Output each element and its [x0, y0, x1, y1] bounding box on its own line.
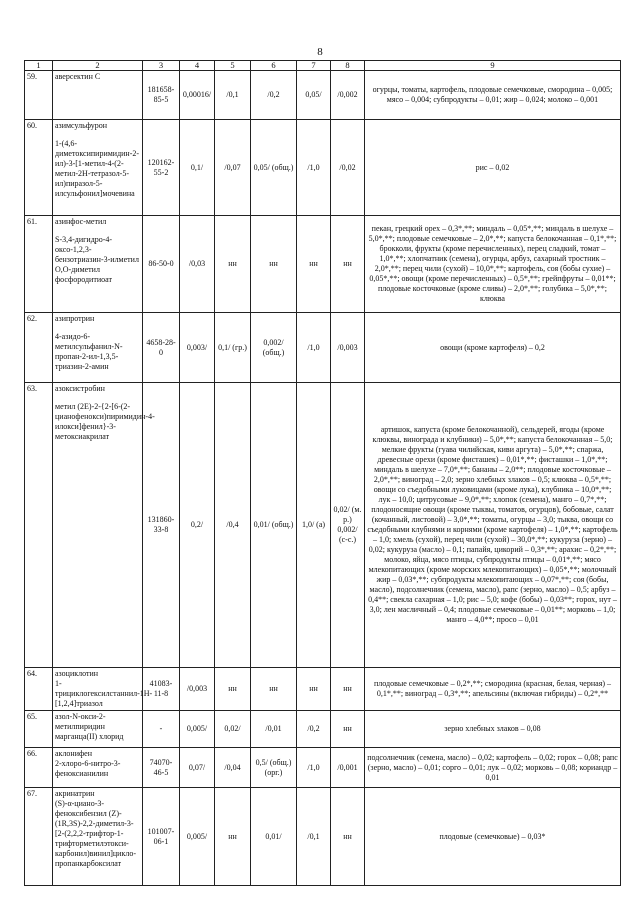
- value-cell: /0,002: [331, 71, 365, 120]
- cas-number: 74070-46-5: [143, 748, 180, 788]
- value-cell: 0,07/: [180, 748, 215, 788]
- value-cell: 0,05/ (общ.): [251, 120, 297, 216]
- substance-name: [53, 71, 143, 120]
- substance-name: [53, 788, 143, 886]
- page-number: 8: [317, 46, 323, 58]
- value-cell: 0,5/ (общ.) (орг.): [251, 748, 297, 788]
- substance-name: [53, 216, 143, 313]
- value-cell: /0,1: [297, 788, 331, 886]
- value-cell: нн: [297, 668, 331, 711]
- cas-number: 131860-33-8: [143, 383, 180, 668]
- substance-name: [53, 383, 155, 668]
- header-cell: 3: [143, 61, 180, 71]
- value-cell: 0,01/ (общ.): [251, 383, 297, 668]
- row-number: 66.: [25, 748, 53, 788]
- mrl-cell: пекан, грецкий орех – 0,3*,**; миндаль – 0,05*,**; миндаль в шелухе – 5,0*,**; плодовые семечковые – 2,0*,**; капуста белокочанная – 0,1*,**; брокколи, фрукты (кроме перечисленных), перец сладкий, томат – 1,0*,**; хлопчатник (семена), огурцы, арбуз, сахарный тростник – 2,0*,**; перец чили (сухой) – 10,0*,**; картофель, соя (бобы сухие) – 0,05*,**; овощи (кроме перечисленных) – 0,5*,**; грейпфруты – 0,01**; плодовые косточковые (кроме сливы) – 2,0*,**; голубика – 5,0*,**; клюква: [365, 216, 621, 313]
- value-cell: нн: [331, 711, 365, 748]
- mrl-cell: зерно хлебных злаков – 0,08: [365, 711, 621, 748]
- value-cell: 0,02/: [215, 711, 251, 748]
- table-row: [25, 216, 621, 313]
- iupac-name: 2-хлоро-6-нитро-3-феноксианилин: [55, 759, 121, 778]
- value-cell: нн: [331, 668, 365, 711]
- row-number: 63.: [25, 383, 53, 668]
- iupac-name: 1-трициклогексилстаннил-1Н-[1,2,4]триазол: [55, 679, 153, 708]
- header-row: [25, 61, 621, 71]
- trade-name: азимсульфурон: [55, 121, 108, 130]
- row-number: 59.: [25, 71, 53, 120]
- iupac-name: 4-азидо-6-метилсульфанил-N-пропан-2-ил-1,3,5-триазин-2-амин: [55, 332, 123, 371]
- table-row: [25, 120, 621, 216]
- value-cell: 0,02/ (м. р.) 0,002/ (с-с.): [331, 383, 365, 668]
- value-cell: /0,1: [215, 71, 251, 120]
- trade-name: азоксистробин: [55, 384, 105, 393]
- table-row: [25, 788, 621, 886]
- table-row: [25, 313, 621, 383]
- table-row: [25, 668, 621, 711]
- cas-number: 101007-06-1: [143, 788, 180, 886]
- value-cell: 0,05/: [297, 71, 331, 120]
- value-cell: нн: [215, 216, 251, 313]
- value-cell: 0,01/: [251, 788, 297, 886]
- substance-name: [53, 668, 153, 711]
- header-cell: 6: [251, 61, 297, 71]
- value-cell: /0,02: [331, 120, 365, 216]
- cas-number: 86-50-0: [143, 216, 180, 313]
- header-cell: 7: [297, 61, 331, 71]
- trade-name: аклонифен: [55, 749, 93, 758]
- value-cell: /1,0: [297, 748, 331, 788]
- value-cell: нн: [215, 668, 251, 711]
- value-cell: 0,003/: [180, 313, 215, 383]
- value-cell: нн: [297, 216, 331, 313]
- value-cell: 0,2/: [180, 383, 215, 668]
- value-cell: 0,005/: [180, 711, 215, 748]
- value-cell: /1,0: [297, 313, 331, 383]
- value-cell: /0,001: [331, 748, 365, 788]
- value-cell: нн: [251, 216, 297, 313]
- value-cell: /0,4: [215, 383, 251, 668]
- value-cell: нн: [331, 216, 365, 313]
- value-cell: нн: [251, 668, 297, 711]
- substance-name: [53, 120, 143, 216]
- value-cell: нн: [331, 788, 365, 886]
- iupac-name: 1-(4,6-диметоксипиримидин-2-ил)-3-[1-метил-4-(2-метил-2Н-тетразол-5-ил)пиразол-5-илсульфонил]мочевина: [55, 139, 140, 198]
- value-cell: /0,07: [215, 120, 251, 216]
- row-number: 65.: [25, 711, 53, 748]
- cas-number: 181658-85-5: [143, 71, 180, 120]
- mrl-cell: овощи (кроме картофеля) – 0,2: [365, 313, 621, 383]
- header-cell: 8: [331, 61, 365, 71]
- cas-number: -: [143, 711, 180, 748]
- cas-number: 120162-55-2: [143, 120, 180, 216]
- iupac-name: (S)-α-циано-3-феноксибензил (Z)-(1R,3S)-2,2-диметил-3-[2-(2,2,2-трифтор-1-трифторметилэтокси-карбонил)винил]цикло-пропанкарбоксилат: [55, 799, 136, 868]
- iupac-name: метил (2Е)-2-{2-[6-(2-цианофенокси)пиримидин-4-илокси]фенил}-3-метоксиакрилат: [55, 402, 155, 441]
- table-row: [25, 71, 621, 120]
- value-cell: /0,03: [180, 216, 215, 313]
- cas-number: 41083-11-8: [143, 668, 180, 711]
- trade-name: азинфос-метил: [55, 217, 107, 226]
- value-cell: /0,2: [251, 71, 297, 120]
- row-number: 61.: [25, 216, 53, 313]
- mrl-cell: артишок, капуста (кроме белокочанной), сельдерей, ягоды (кроме клюквы, винограда и клубники) – 5,0*,**; капуста белокочанная – 5,0; мелкие фрукты (гуава чилийская, киви аргута) – 5,0*,**; спаржа, древесные орехи (кроме фисташек) – 0,01*,**; фисташки – 1,0*,**; миндаль в шелухе – 7,0*,**; бананы – 2,0**; плодовые косточковые – 2,0*,**; виноград – 2,0; зерно хлебных злаков – 0,5; клюква – 0,5*,**; овощи со съедобными луковицами (кроме лука), клубника – 10,0*,**; лук – 10,0; цитрусовые – 9,0*,**; хлопок (семена), манго – 0,7*,**; плодоносящие овощи (кроме тыквы, томатов, огурцов), бобовые, салат (кочанный, листовой) – 3,0*,**; томаты, огурцы – 3,0; тыква, овощи со съедобными клубнями и корнями (кроме картофеля) – 1,0*,**; картофель – 1,0; хмель (сухой), перец чили (сухой) – 30,0*,**; кукуруза (зерно) – 0,02; кукуруза (масло) – 0,1; папайя, цикорий – 0,3*,**; арахис – 0,2*,**; молоко, яйца, мясо птицы, субпродукты птицы – 0,01*,**; мясо млекопитающих (кроме морских млекопитающих) – 0,05*,**; молочный жир – 0,03*,**; субпродукты млекопитающих – 0,07*,**; соя (бобы, масло), подсолнечник (семена, масло), рапс (зерно, масло) – 0,5; арбуз – 0,4**; свекла сахарная – 1,0; рис – 5,0; кофе (бобы) – 0,03**; горох, нут – 3,0; лен масличный – 0,4; плодовые семечковые – 0,01**; морковь – 1,0; манго – 4,0**; просо – 0,01: [365, 383, 621, 668]
- value-cell: /0,003: [331, 313, 365, 383]
- mrl-cell: рис – 0,02: [365, 120, 621, 216]
- header-cell: 1: [25, 61, 53, 71]
- value-cell: /0,003: [180, 668, 215, 711]
- header-cell: 5: [215, 61, 251, 71]
- value-cell: 1,0/ (а): [297, 383, 331, 668]
- row-number: 67.: [25, 788, 53, 886]
- value-cell: 0,002/ (общ.): [251, 313, 297, 383]
- value-cell: /0,01: [251, 711, 297, 748]
- cas-number: 4658-28-0: [143, 313, 180, 383]
- value-cell: нн: [215, 788, 251, 886]
- value-cell: /0,04: [215, 748, 251, 788]
- header-cell: 2: [53, 61, 143, 71]
- value-cell: 0,1/ (гр.): [215, 313, 251, 383]
- iupac-name: S-3,4-дигидро-4-оксо-1,2,3-бензотриазин-3-илметил О,О-диметил фосфородитиоат: [55, 235, 139, 284]
- substance-name: [53, 748, 143, 788]
- value-cell: /1,0: [297, 120, 331, 216]
- value-cell: /0,2: [297, 711, 331, 748]
- mrl-cell: плодовые семечковые – 0,2*,**; смородина (красная, белая, черная) – 0,1*,**; виноград – 0,3*,**; апельсины (включая гибриды) – 0,2*,**: [365, 668, 621, 711]
- table-row: [25, 711, 621, 748]
- trade-name: аверсектин С: [55, 72, 101, 81]
- substance-name: [53, 313, 143, 383]
- mrl-cell: плодовые (семечковые) – 0,03*: [365, 788, 621, 886]
- row-number: 64.: [25, 668, 53, 711]
- trade-name: акринатрин: [55, 789, 95, 798]
- trade-name: азол-N-окси-2-метилпиридин марганца(II) хлорид: [55, 712, 124, 741]
- trade-name: азипротрин: [55, 314, 95, 323]
- table-row: [25, 383, 621, 668]
- value-cell: 0,1/: [180, 120, 215, 216]
- value-cell: 0,005/: [180, 788, 215, 886]
- mrl-cell: подсолнечник (семена, масло) – 0,02; картофель – 0,02; горох – 0,08; рапс (зерно, масло) – 0,01; сорго – 0,01; лук – 0,02; морковь – 0,08; кориандр – 0,01: [365, 748, 621, 788]
- header-cell: 4: [180, 61, 215, 71]
- pesticide-table: [24, 60, 621, 886]
- trade-name: азоциклотин: [55, 669, 99, 678]
- substance-name: [53, 711, 143, 748]
- header-cell: 9: [365, 61, 621, 71]
- row-number: 62.: [25, 313, 53, 383]
- row-number: 60.: [25, 120, 53, 216]
- mrl-cell: огурцы, томаты, картофель, плодовые семечковые, смородина – 0,005; мясо – 0,004; субпродукты – 0,01; жир – 0,024; молоко – 0,001: [365, 71, 621, 120]
- value-cell: 0,00016/: [180, 71, 215, 120]
- table-row: [25, 748, 621, 788]
